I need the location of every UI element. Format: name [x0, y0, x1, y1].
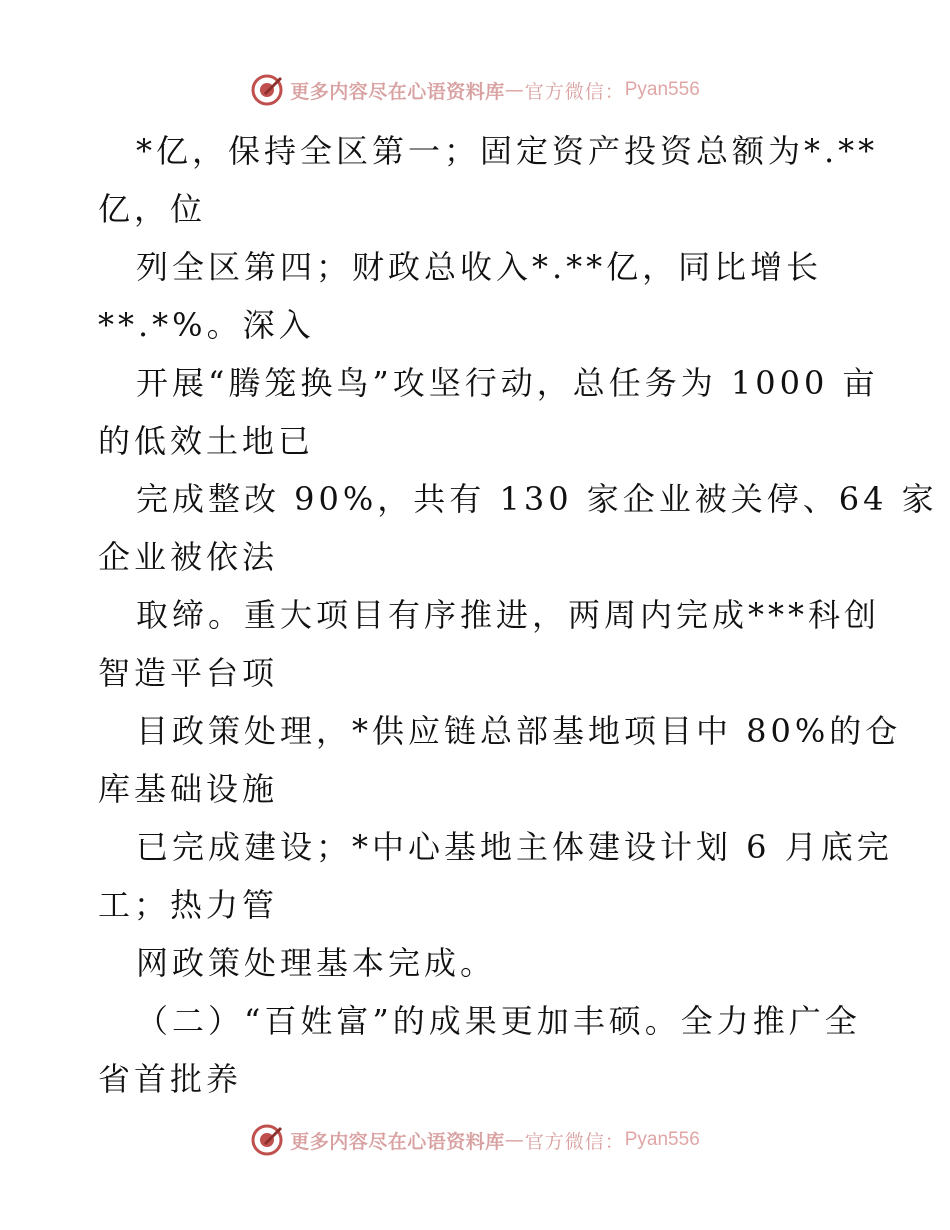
- watermark-footer: [0, 1120, 950, 1160]
- text-line: 亿，位: [98, 190, 207, 228]
- text-line: 完成整改 90%，共有 130 家企业被关停、64 家: [136, 480, 938, 518]
- watermark-dash: —: [504, 1129, 525, 1151]
- text-line: 企业被依法: [98, 538, 279, 576]
- watermark-dash: —: [504, 79, 525, 101]
- text-line: 已完成建设；*中心基地主体建设计划 6 月底完: [136, 828, 893, 866]
- text-line: 开展“腾笼换鸟”攻坚行动，总任务为 1000 亩: [136, 364, 879, 402]
- text-line: （二）“百姓富”的成果更加丰硕。全力推广全: [136, 1002, 861, 1040]
- text-line: 库基础设施: [98, 770, 279, 808]
- watermark-text: 更多内容尽在心语资料库: [290, 80, 505, 103]
- watermark-text: 更多内容尽在心语资料库: [290, 1130, 505, 1153]
- text-line: 工；热力管: [98, 886, 279, 924]
- watermark-id: Pyan556: [624, 1129, 700, 1150]
- text-line: 省首批养: [98, 1060, 243, 1098]
- watermark-id: Pyan556: [624, 79, 700, 100]
- watermark-label: 官方微信：: [524, 80, 625, 103]
- text-line: 取缔。重大项目有序推进，两周内完成***科创: [136, 596, 881, 634]
- document-body: [98, 122, 938, 1108]
- text-line: 网政策处理基本完成。: [136, 944, 497, 982]
- text-line: **.*%。深入: [98, 306, 315, 344]
- brand-logo-icon: [250, 73, 284, 107]
- text-line: *亿，保持全区第一；固定资产投资总额为*.**: [136, 132, 879, 170]
- brand-logo-icon: [250, 1123, 284, 1157]
- text-line: 目政策处理，*供应链总部基地项目中 80%的仓: [136, 712, 902, 750]
- text-line: 智造平台项: [98, 654, 279, 692]
- watermark-label: 官方微信：: [524, 1130, 625, 1153]
- watermark-header: [0, 70, 950, 110]
- text-line: 的低效土地已: [98, 422, 315, 460]
- text-line: 列全区第四；财政总收入*.**亿，同比增长: [136, 248, 823, 286]
